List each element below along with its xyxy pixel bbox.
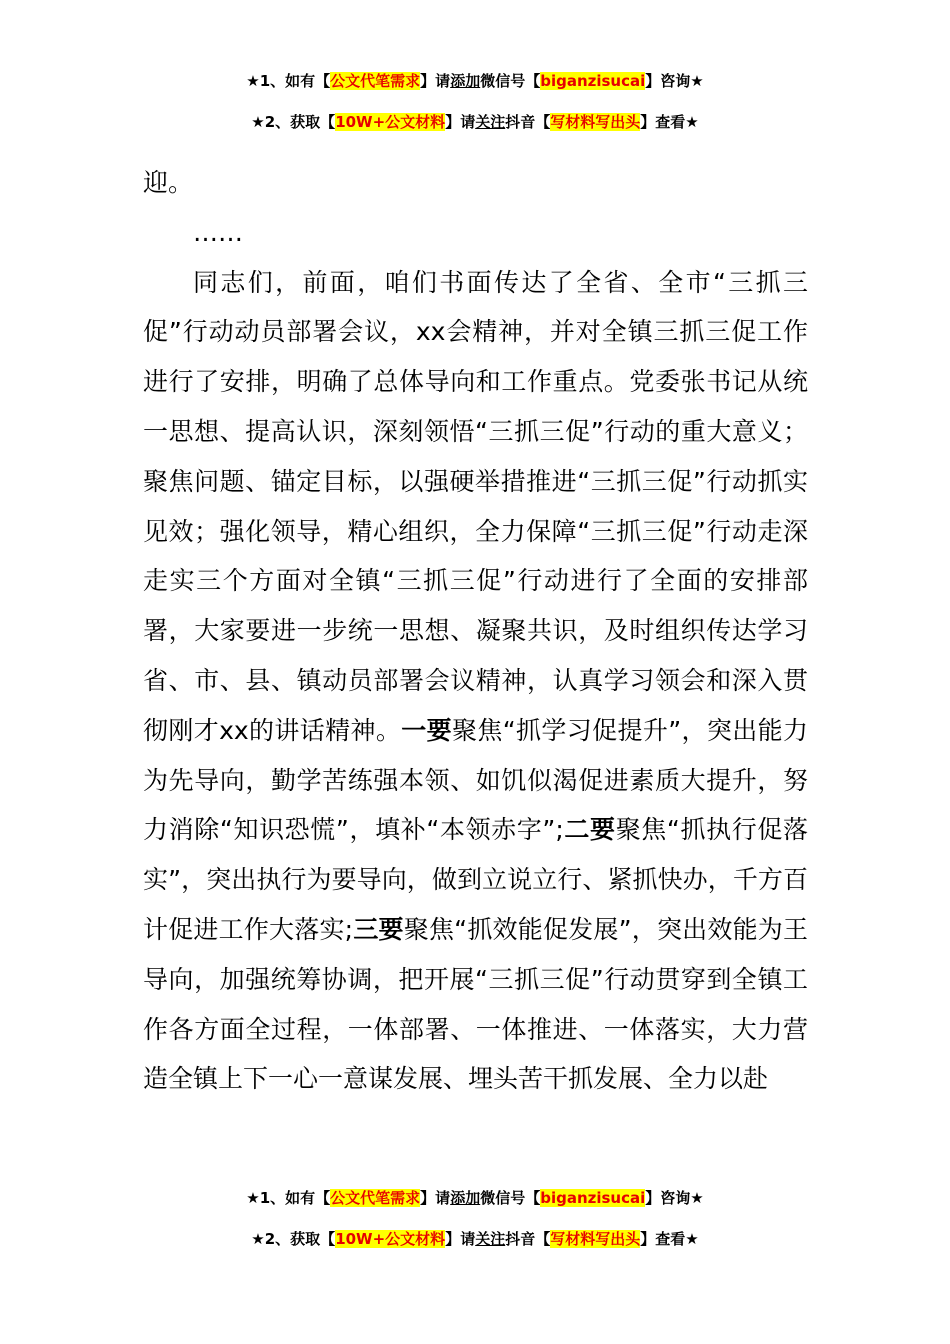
header-2-mid1: 】请 [445, 113, 476, 131]
footer-2-mid2: 抖音【 [505, 1230, 551, 1248]
footer-1-mid2: 微信号【 [480, 1189, 541, 1207]
footer-2-highlight-douyin: 写材料写出头 [550, 1230, 641, 1248]
footer-2-prefix: ★2、获取【 [251, 1230, 336, 1248]
header-2-suffix: 】查看★ [640, 113, 699, 131]
footer-1-highlight-wechat: biganzisucai [540, 1189, 646, 1207]
header-1-mid2: 微信号【 [480, 72, 541, 90]
header-2-underline: 关注 [475, 113, 506, 131]
footer-2-suffix: 】查看★ [640, 1230, 699, 1248]
paragraph-main [143, 258, 808, 1105]
footer-2-highlight-materials: 10W+公文材料 [335, 1230, 446, 1248]
header-1-underline: 添加 [450, 72, 481, 90]
point-three-label: 三要 [353, 914, 404, 944]
footer-banner-line-2 [0, 1228, 950, 1250]
header-1-prefix: ★1、如有【 [246, 72, 331, 90]
header-2-highlight-douyin: 写材料写出头 [550, 113, 641, 131]
document-body [143, 158, 808, 1104]
point-three-text: 聚焦“抓效能促发展”，突出效能为王导向，加强统筹协调，把开展“三抓三促”行动贯穿到全镇工作各方面全过程，一体部署、一体推进、一体落实，大力营造全镇上下一心一意谋发展、埋头苦干抓发展、全力以赴 [143, 914, 808, 1094]
header-banner-line-1 [0, 70, 950, 92]
header-banner-line-2 [0, 111, 950, 133]
footer-1-prefix: ★1、如有【 [246, 1189, 331, 1207]
header-1-highlight-service: 公文代笔需求 [330, 72, 421, 90]
footer-banner-line-1 [0, 1187, 950, 1209]
header-1-mid1: 】请 [420, 72, 451, 90]
header-1-highlight-wechat: biganzisucai [540, 72, 646, 90]
point-two-text: 聚焦“抓执行促落实”，突出执行为要导向，做到立说立行、紧抓快办，千方百计促进工作大落实; [143, 815, 808, 944]
footer-1-underline: 添加 [450, 1189, 481, 1207]
header-1-suffix: 】咨询★ [645, 72, 704, 90]
point-one-text: 聚焦“抓学习促提升”，突出能力为先导向，勤学苦练强本领、如饥似渴促进素质大提升，努力消除“知识恐慌”，填补“本领赤字”; [143, 715, 808, 845]
header-2-mid2: 抖音【 [505, 113, 551, 131]
point-one-label: 一要 [401, 715, 452, 745]
point-two-label: 二要 [563, 815, 616, 845]
footer-1-suffix: 】咨询★ [645, 1189, 704, 1207]
footer-1-highlight-service: 公文代笔需求 [330, 1189, 421, 1207]
footer-2-underline: 关注 [475, 1230, 506, 1248]
header-2-highlight-materials: 10W+公文材料 [335, 113, 446, 131]
header-2-prefix: ★2、获取【 [251, 113, 336, 131]
footer-1-mid1: 】请 [420, 1189, 451, 1207]
paragraph-continuation: 迎。 [143, 168, 194, 197]
paragraph-main-intro: 同志们，前面，咱们书面传达了全省、全市“三抓三促”行动动员部署会议，xx会精神，并对全镇三抓三促工作进行了安排，明确了总体导向和工作重点。党委张书记从统一思想、提高认识，深刻领悟“三抓三促”行动的重大意义；聚焦问题、锚定目标，以强硬举措推进“三抓三促”行动抓实见效；强化领导，精心组织，全力保障“三抓三促”行动走深走实三个方面对全镇“三抓三促”行动进行了全面的安排部署，大家要进一步统一思想、凝聚共识，及时组织传达学习省、市、县、镇动员部署会议精神，认真学习领会和深入贯彻刚才xx的讲话精神。 [143, 267, 808, 745]
footer-2-mid1: 】请 [445, 1230, 476, 1248]
paragraph-ellipsis: …… [193, 217, 243, 247]
